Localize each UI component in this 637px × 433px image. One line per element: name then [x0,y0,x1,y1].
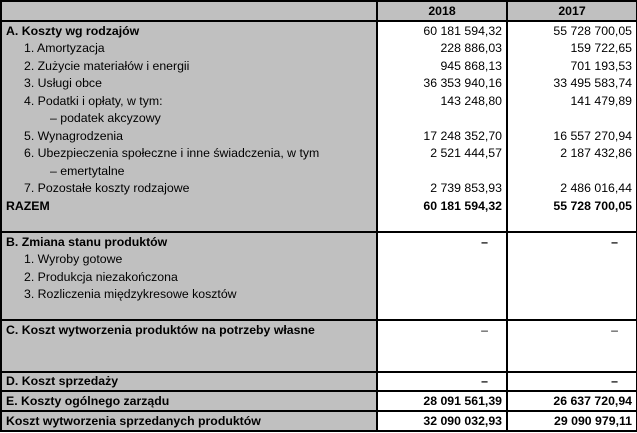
row-value-2017: 16 557 270,94 [507,127,637,145]
section-d-title: D. Koszt sprzedaży [1,372,377,392]
section-a-title: A. Koszty wg rodzajów [1,21,377,40]
row-label: 1. Amortyzacja [1,39,377,57]
table-row [1,250,637,268]
section-e-2017: 26 637 720,94 [507,391,637,411]
row-value-2018: 36 353 940,16 [377,74,507,92]
section-e-title: E. Koszty ogólnego zarządu [1,391,377,411]
final-row [1,411,637,431]
section-d-2018: – [377,372,507,392]
table-row [1,268,637,286]
row-label: 3. Usługi obce [1,74,377,92]
row-value-2017 [507,110,637,128]
table-row [1,74,637,92]
row-value-2018 [377,110,507,128]
row-label: 4. Podatki i opłaty, w tym: [1,92,377,110]
spacer-row [1,303,637,320]
row-value-2017: 701 193,53 [507,57,637,75]
table-row [1,180,637,198]
table-row [1,127,637,145]
section-d-title-row [1,372,637,392]
row-label: 2. Produkcja niezakończona [1,268,377,286]
section-a-total-2018: 60 181 594,32 [377,21,507,40]
row-value-2017: 141 479,89 [507,92,637,110]
final-2017: 29 090 979,11 [507,411,637,431]
final-title: Koszt wytworzenia sprzedanych produktów [1,411,377,431]
table-row [1,285,637,303]
row-label: 3. Rozliczenia międzykresowe kosztów [1,285,377,303]
section-c-2017: – [507,320,637,339]
razem-label: RAZEM [1,197,377,215]
row-value-2017: 2 187 432,86 [507,145,637,163]
section-a-total-2017: 55 728 700,05 [507,21,637,40]
header-2017: 2017 [507,1,637,21]
row-value-2017: 33 495 583,74 [507,74,637,92]
row-label: 1. Wyroby gotowe [1,250,377,268]
row-value-2017 [507,162,637,180]
spacer-row [1,355,637,372]
razem-row [1,197,637,215]
table-row [1,110,637,128]
section-b-title: B. Zmiana stanu produktów [1,232,377,251]
row-label: 2. Zużycie materiałów i energii [1,57,377,75]
section-c-2018: – [377,320,507,339]
section-d-2017: – [507,372,637,392]
row-label: 7. Pozostałe koszty rodzajowe [1,180,377,198]
section-b-2017: – [507,232,637,251]
header-blank-cell [1,1,377,21]
section-e-2018: 28 091 561,39 [377,391,507,411]
final-2018: 32 090 032,93 [377,411,507,431]
section-b-title-row [1,232,637,251]
table-row [1,145,637,163]
row-value-2018: 228 886,03 [377,39,507,57]
section-c-title-row [1,320,637,339]
table-row [1,39,637,57]
spacer-row [1,215,637,232]
row-value-2018: 143 248,80 [377,92,507,110]
row-label: 6. Ubezpieczenia społeczne i inne świadczenia, w tym [1,145,377,163]
razem-2018: 60 181 594,32 [377,197,507,215]
section-b-2018: – [377,232,507,251]
row-value-2017: 2 486 016,44 [507,180,637,198]
table-row [1,57,637,75]
header-row [1,1,637,21]
row-label: – podatek akcyzowy [1,110,377,128]
spacer-row [1,339,637,355]
table-row [1,92,637,110]
row-value-2018 [377,162,507,180]
razem-2017: 55 728 700,05 [507,197,637,215]
section-e-title-row [1,391,637,411]
row-value-2018: 17 248 352,70 [377,127,507,145]
row-label: – emertytalne [1,162,377,180]
table-row [1,162,637,180]
row-value-2017: 159 722,65 [507,39,637,57]
row-value-2018: 2 521 444,57 [377,145,507,163]
section-a-title-row [1,21,637,40]
section-c-title: C. Koszt wytworzenia produktów na potrzeby własne [1,320,377,339]
row-value-2018: 945 868,13 [377,57,507,75]
row-value-2018: 2 739 853,93 [377,180,507,198]
header-2018: 2018 [377,1,507,21]
row-label: 5. Wynagrodzenia [1,127,377,145]
